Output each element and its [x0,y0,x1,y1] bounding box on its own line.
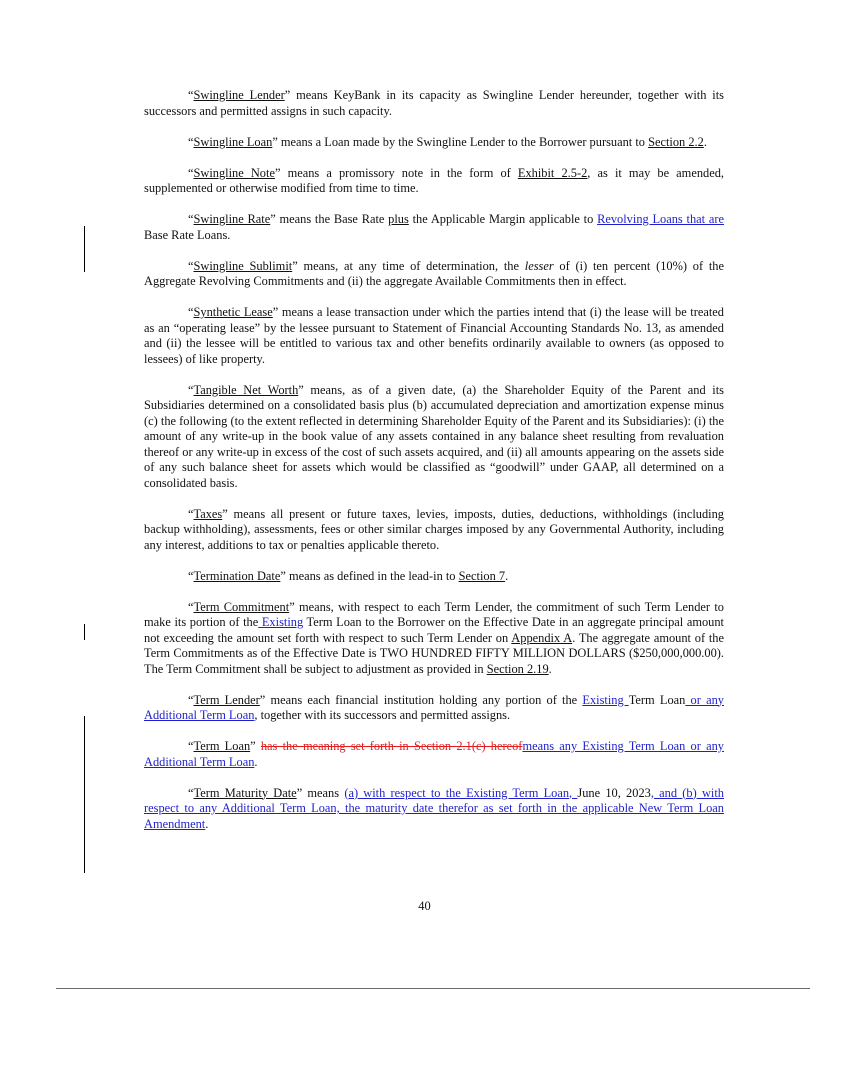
underlined-term: Termination Date [193,568,281,583]
text-run: “ [188,599,194,614]
italic-text: lesser [524,258,554,273]
page-number: 40 [418,899,431,913]
def-swingline-lender [144,88,724,119]
def-swingline-sublimit [144,259,724,290]
inserted-text: Existing [258,615,304,629]
text-run: . [205,816,209,831]
text-run: ” means a promissory note in the form of [274,165,518,180]
text-run: “ [188,305,194,319]
text-run: ” means all present or future taxes, levies, imposts, duties, deductions, withholdings (including backup withholding), assessments, fees or other similar charges imposed by any Governmental Authority, including any interest, additions to tax or penalties applicable thereto. [144,506,724,552]
inserted-text: means any Existing Term Loan or any Additional Term Loan [144,739,724,769]
def-term-loan [144,739,724,770]
text-run: “ [188,692,194,707]
text-run: “ [188,506,194,521]
text-run: ” [250,739,261,753]
inserted-text: Existing [582,692,629,707]
def-term-maturity-date [144,786,724,833]
text-run: ” means each financial institution holding any portion of the [259,692,583,707]
change-bar [84,716,85,873]
inserted-text: Revolving Loans that are [597,212,725,226]
text-run: “ [188,568,194,583]
text-run: . [548,661,552,676]
underlined-term: Swingline Lender [193,88,285,102]
underlined-term: Tangible Net Worth [193,382,299,397]
inserted-text: , and (b) with respect to any Additional Term Loan, the maturity date therefor as set forth in the applicable New Term Loan Amendment [144,785,724,831]
def-taxes [144,507,724,554]
text-run: Base Rate Loans. [144,227,231,242]
def-termination-date [144,569,724,585]
text-run: “ [188,88,194,102]
text-run: ” means, at any time of determination, the [292,258,525,273]
change-bar [84,226,85,272]
text-run: “ [188,212,194,226]
text-run: ” means a lease transaction under which the parties intend that (i) the lease will be treated as an “operating lease” by the lessee pursuant to Statement of Financial Accounting Standards No. 13, as amended and (ii) the lessee will be entitled to various tax and other benefits ordinarily available to owners (as opposed to lessees) of like property. [144,305,724,366]
text-run: . The aggregate amount of the Term Commitments as of the Effective Date is TWO HUNDRED FIFTY MILLION DOLLARS ($250,000,000.00). The Term Commitment shall be subject to adjustment as provided in [144,630,724,676]
underlined-term: Section 7 [458,568,506,583]
underlined-term: Appendix A [511,630,573,645]
underlined-term: Swingline Rate [193,212,271,226]
change-bar [84,624,85,640]
text-run: “ [188,258,194,273]
text-run: “ [188,134,194,149]
text-run: . [703,134,707,149]
deleted-text: has the meaning set forth in Section 2.1(c) hereof [260,739,523,753]
text-run: , together with its successors and permitted assigns. [254,708,511,722]
underlined-term: Swingline Loan [193,134,273,149]
def-term-lender [144,693,724,724]
footer-rule [56,988,810,989]
underlined-term: Taxes [193,506,223,521]
text-run: “ [188,382,194,397]
underlined-term: Section 2.19 [486,661,549,676]
text-run: “ [188,785,194,800]
text-run: ” means as defined in the lead-in to [280,568,459,583]
text-run: the Applicable Margin applicable to [408,212,598,226]
text-run: “ [188,165,194,180]
underlined-term: Swingline Sublimit [193,258,293,273]
text-run: ” means, with respect to each Term Lender, the commitment of such Term Lender to make its portion of the [144,599,724,629]
text-run: . [505,568,509,583]
text-run: ” means KeyBank in its capacity as Swingline Lender hereunder, together with its successors and permitted assigns in such capacity. [144,88,724,118]
text-run: of (i) ten percent (10%) of the Aggregate Revolving Commitments and (ii) the aggregate Available Commitments then in effect. [144,258,725,288]
text-run: ” means a Loan made by the Swingline Lender to the Borrower pursuant to [272,134,649,149]
underlined-term: Swingline Note [193,165,275,180]
text-run: . [254,754,258,769]
underlined-term: Term Commitment [193,599,290,614]
text-run: ” means [296,785,345,800]
underlined-term: plus [388,212,409,226]
underlined-term: Term Lender [193,692,260,707]
text-run: Term Loan [628,692,686,707]
text-run: “ [188,739,194,753]
inserted-text: (a) with respect to the Existing Term Loan, [344,785,578,800]
def-term-commitment [144,600,724,678]
text-run: Term Loan to the Borrower on the Effective Date in an aggregate principal amount not exceeding the amount set forth with respect to such Term Lender on [144,615,724,645]
def-synthetic-lease [144,305,724,367]
underlined-term: Term Loan [193,739,251,753]
text-run: , as it may be amended, supplemented or otherwise modified from time to time. [144,165,725,195]
text-run: June 10, 2023 [577,785,651,800]
underlined-term: Synthetic Lease [193,305,273,319]
underlined-term: Section 2.2 [648,134,704,149]
underlined-term: Term Maturity Date [193,785,297,800]
document-body [144,88,724,848]
text-run: ” means the Base Rate [270,212,389,226]
inserted-text: or any Additional Term Loan [144,692,724,722]
def-swingline-loan [144,135,724,151]
text-run: ” means, as of a given date, (a) the Shareholder Equity of the Parent and its Subsidiaries determined on a consolidated basis plus (b) accumulated depreciation and amortization expense minus (c) the following (to the extent reflected in determining Shareholder Equity of the Parent and its Subsidiaries): (i) the amount of any write-up in the book value of any assets contained in any balance sheet resulting from revaluation thereof or any write-up in excess of the cost of such assets acquired, and (ii) all amounts appearing on the assets side of any such balance sheet for assets which would be classified as “goodwill” under GAAP, all determined on a consolidated basis. [144,382,724,490]
def-swingline-rate [144,212,724,243]
def-tangible-net-worth [144,383,724,492]
underlined-term: Exhibit 2.5-2 [517,165,588,180]
def-swingline-note [144,166,724,197]
